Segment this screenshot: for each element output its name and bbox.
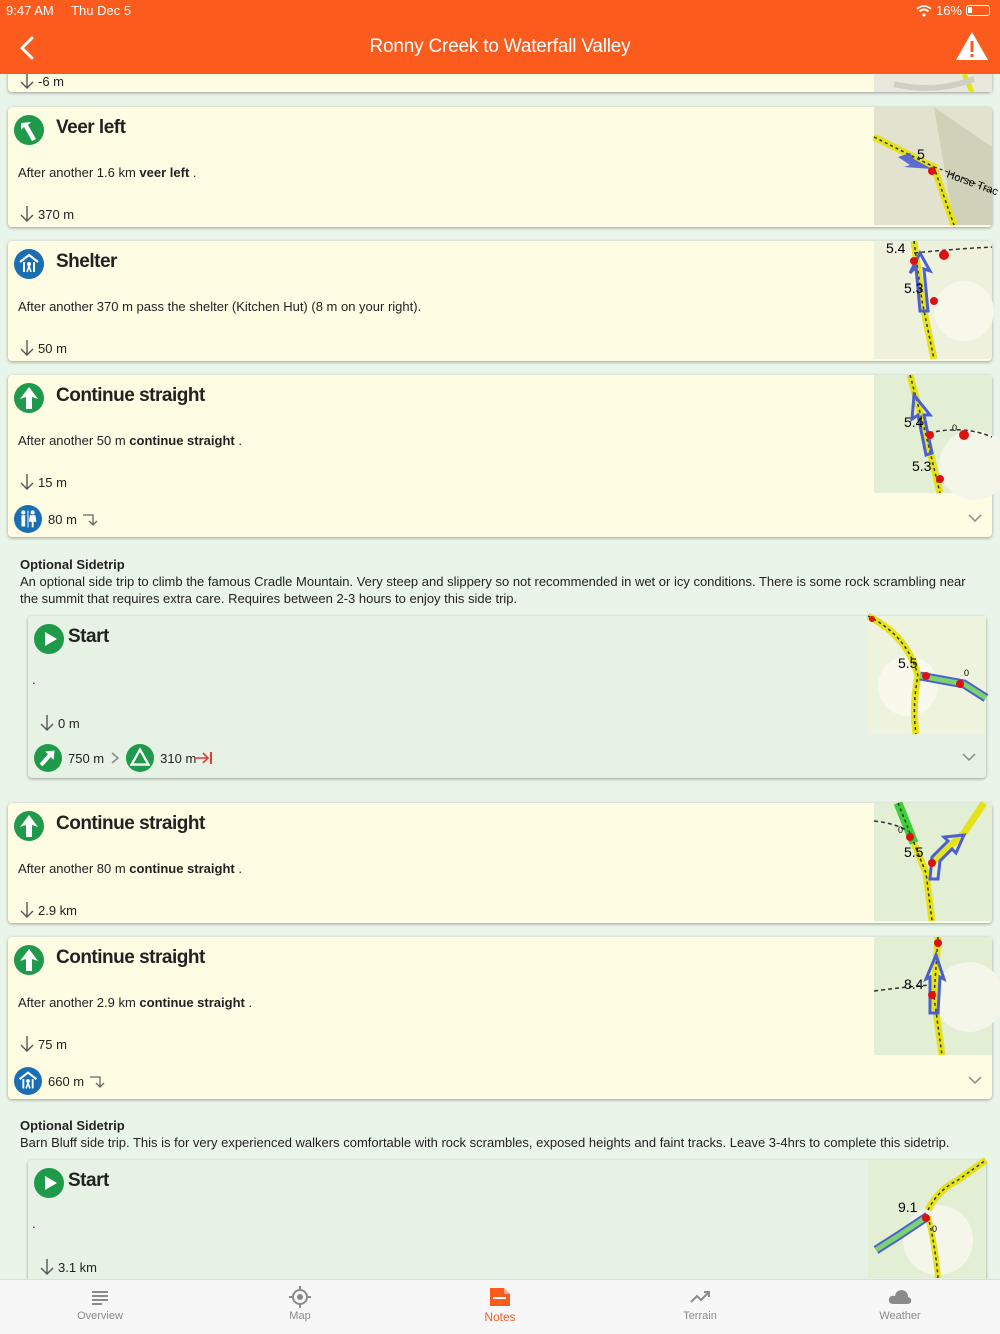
step-distance: 310 m — [160, 750, 197, 766]
straight-icon — [14, 383, 44, 413]
next-waypoint-row[interactable] — [14, 505, 99, 533]
map-label: 5.4 — [886, 240, 906, 256]
map-thumbnail[interactable] — [868, 616, 986, 734]
tab-terrain[interactable] — [650, 1286, 750, 1322]
veer-left-icon — [14, 115, 44, 145]
sidetrip-start-card[interactable] — [28, 616, 986, 778]
map-label: 0 — [952, 423, 958, 433]
distance-row — [20, 901, 77, 919]
sidetrip-description: An optional side trip to climb the famous Cradle Mountain. Very steep and slippery so not recommended in wet or icy conditions. There is some rock scrambling near the summit that requires extra care. Requires between 2-3 hours to enjoy this side trip. — [20, 574, 966, 606]
distance-row — [40, 714, 80, 732]
down-arrow-icon — [40, 1258, 54, 1276]
optional-sidetrip — [20, 556, 980, 607]
map-label: 0 — [898, 825, 904, 835]
map-thumbnail[interactable] — [874, 937, 992, 1055]
tab-label: Terrain — [683, 1310, 717, 1322]
card-description: After another 50 m continue straight . — [18, 433, 242, 448]
distance-row — [20, 1035, 67, 1053]
step-distance: 750 m — [68, 750, 105, 766]
down-arrow-icon — [20, 339, 34, 357]
distance-value: -6 m — [38, 73, 64, 89]
summit-icon — [126, 744, 154, 772]
tab-bar — [0, 1279, 1000, 1334]
next-waypoint-row[interactable] — [14, 1067, 106, 1095]
notes-icon — [488, 1286, 512, 1308]
start-icon — [34, 1168, 64, 1198]
route-card-continue-straight[interactable] — [8, 937, 992, 1099]
sharp-right-icon — [34, 744, 62, 772]
map-label: 9.1 — [898, 1199, 918, 1215]
tab-weather[interactable] — [850, 1286, 950, 1322]
straight-icon — [14, 945, 44, 975]
card-title: Veer left — [56, 117, 126, 138]
distance-row — [20, 339, 67, 357]
card-description: After another 1.6 km veer left . — [18, 165, 197, 180]
map-label: 8.4 — [904, 976, 924, 992]
card-title: Start — [68, 626, 109, 647]
down-arrow-icon — [20, 205, 34, 223]
sidetrip-steps-row[interactable] — [34, 744, 214, 772]
status-bar — [6, 3, 145, 18]
distance-row — [40, 1258, 97, 1276]
notes-list[interactable] — [0, 74, 1000, 1279]
card-description: . — [32, 672, 36, 687]
distance-row — [20, 473, 67, 491]
shelter-icon — [14, 1067, 42, 1095]
down-arrow-icon — [40, 714, 54, 732]
map-label: 5.3 — [904, 280, 924, 296]
distance-value: 75 m — [38, 1036, 67, 1052]
sidetrip-label: Optional Sidetrip — [20, 557, 125, 572]
map-thumbnail[interactable] — [874, 375, 992, 493]
page-title: Ronny Creek to Waterfall Valley — [369, 36, 631, 57]
status-date: Thu Dec 5 — [71, 3, 132, 18]
wifi-icon — [916, 5, 932, 17]
end-arrow-icon — [194, 751, 214, 765]
next-waypoint-distance: 660 m — [48, 1073, 85, 1089]
card-title: Continue straight — [56, 947, 205, 968]
card-description: After another 80 m continue straight . — [18, 861, 242, 876]
cloud-icon — [887, 1286, 913, 1308]
optional-sidetrip — [20, 1117, 980, 1151]
map-label: 5.4 — [904, 414, 924, 430]
chevron-right-icon — [110, 752, 120, 764]
tab-label: Weather — [879, 1310, 921, 1322]
map-label: 0 — [964, 668, 970, 678]
card-title: Continue straight — [56, 385, 205, 406]
list-icon — [89, 1286, 111, 1308]
distance-value: 2.9 km — [38, 902, 78, 918]
map-label: 5.5 — [898, 655, 918, 671]
next-waypoint-distance: 80 m — [48, 511, 77, 527]
card-description: After another 2.9 km continue straight . — [18, 995, 253, 1010]
map-label: Horse Trac — [944, 168, 1000, 199]
sidetrip-label: Optional Sidetrip — [20, 1118, 125, 1133]
tab-map[interactable] — [250, 1286, 350, 1322]
map-thumbnail[interactable] — [874, 107, 1000, 225]
route-card-shelter[interactable] — [8, 241, 992, 361]
card-title: Continue straight — [56, 813, 205, 834]
start-icon — [34, 624, 64, 654]
card-title: Shelter — [56, 251, 117, 272]
down-arrow-icon — [20, 473, 34, 491]
map-label: 0 — [932, 1224, 938, 1234]
tab-label: Overview — [77, 1310, 123, 1322]
route-card-veer-left[interactable] — [8, 107, 1000, 227]
battery-percent: 16% — [935, 3, 962, 18]
distance-row — [20, 205, 74, 223]
tab-overview[interactable] — [50, 1286, 150, 1322]
down-arrow-icon — [20, 1035, 34, 1053]
toilet-icon — [14, 505, 42, 533]
straight-icon — [14, 811, 44, 841]
status-time: 9:47 AM — [6, 3, 54, 18]
shelter-icon — [14, 249, 44, 279]
route-card-continue-straight[interactable] — [8, 803, 992, 923]
down-arrow-icon — [20, 901, 34, 919]
map-thumbnail[interactable] — [868, 1160, 986, 1278]
route-card-continue-straight[interactable] — [8, 375, 992, 537]
chevron-down-icon[interactable] — [968, 513, 982, 523]
tab-label: Map — [289, 1310, 311, 1322]
distance-value: 50 m — [38, 340, 67, 356]
status-right — [916, 3, 990, 18]
battery-icon — [966, 5, 990, 16]
turn-down-icon — [83, 511, 99, 527]
tab-label: Notes — [484, 1310, 516, 1324]
distance-value: 370 m — [38, 206, 75, 222]
distance-value: 3.1 km — [58, 1259, 98, 1275]
tab-notes[interactable] — [450, 1286, 550, 1324]
sidetrip-description: Barn Bluff side trip. This is for very experienced walkers comfortable with rock scrambles, exposed heights and faint tracks. Leave 3-4hrs to complete this sidetrip. — [20, 1135, 950, 1150]
locate-icon — [289, 1286, 311, 1308]
turn-down-icon — [90, 1073, 106, 1089]
map-label: 5.5 — [904, 844, 924, 860]
distance-value: 15 m — [38, 474, 67, 490]
chevron-down-icon[interactable] — [962, 752, 976, 762]
map-thumbnail[interactable] — [874, 241, 992, 359]
down-arrow-icon — [20, 72, 34, 90]
terrain-icon — [689, 1286, 711, 1308]
nav-header — [0, 0, 1000, 74]
card-description: After another 370 m pass the shelter (Kitchen Hut) (8 m on your right). — [18, 299, 422, 314]
chevron-down-icon[interactable] — [968, 1075, 982, 1085]
distance-row — [20, 72, 64, 90]
map-thumbnail[interactable] — [874, 803, 992, 921]
map-label: 5.3 — [912, 458, 932, 474]
map-label: 5 — [917, 146, 925, 162]
card-title: Start — [68, 1170, 109, 1191]
distance-value: 0 m — [58, 715, 80, 731]
warning-button[interactable] — [954, 30, 990, 62]
card-description: . — [32, 1216, 36, 1231]
